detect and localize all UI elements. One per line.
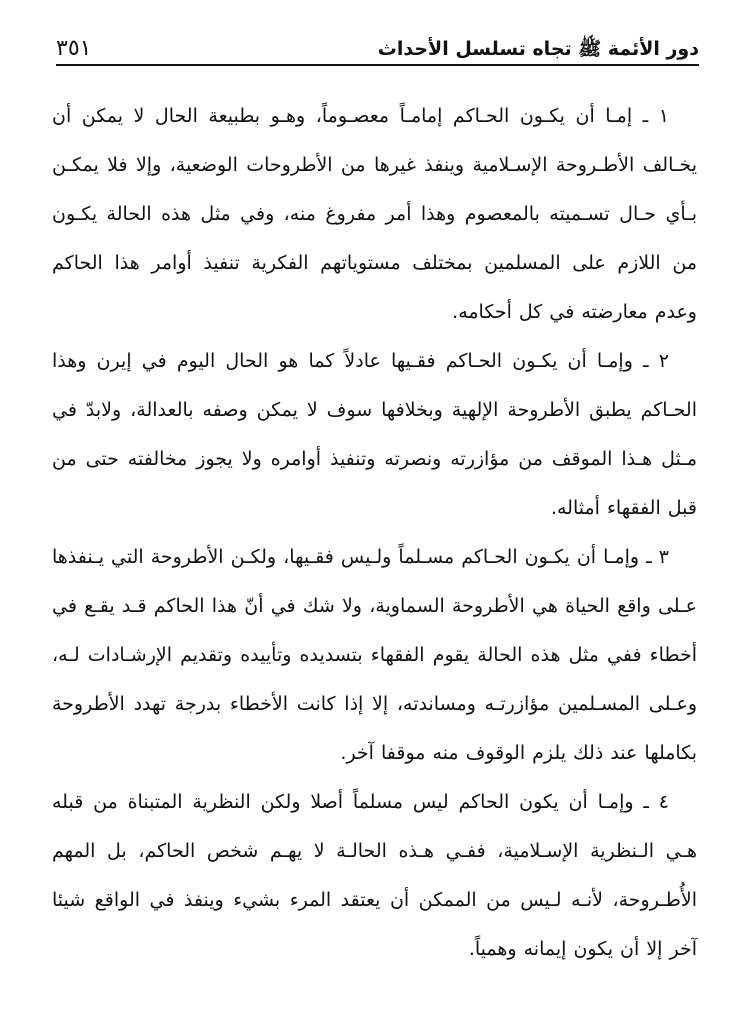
paragraph-3: ٣ ـ وإمـا أن يكـون الحـاكم مسـلماً ولـيس فقـيها، ولكـن الأطروحة التي يـنفذها عـلى واقع الحياة هي الأطروحة السماوية، ولا شك في أنّ هذا الحاكم قـد يقـع في أخطاء ففي مثل هذه الحالة يقوم الفقهاء بتسديده وتأييده وتقديم الإرشـادات لـه، وعـلى المسـلمين مؤازرتـه ومساندته، إلا إذا كانت الأخطاء بدرجة تهدد الأطروحة بكاملها عند ذلك يلزم الوقوف منه موقفا آخر.: [52, 546, 697, 764]
header-divider: [56, 64, 699, 66]
page-number: ٣٥١: [56, 36, 92, 61]
chapter-title: دور الأئمة ﷺ تجاه تسلسل الأحداث: [377, 38, 699, 60]
page-body: [52, 92, 697, 974]
paragraph-1: ١ ـ إمـا أن يكـون الحـاكم إمامـاً معصـوماً، وهـو بطبيعة الحال لا يمكن أن يخـالف الأطـروحة الإسـلامية وينفذ غيرها من الأطروحات الوضعية، وإلا فلا يمكـن بـأي حـال تسـميته بالمعصوم وهذا أمر مفروغ منه، وفي مثل هذه الحالة يكـون من اللازم على المسلمين بمختلف مستوياتهم الفكرية تنفيذ أوامر هذا الحاكم وعدم معارضته في كل أحكامه.: [52, 105, 697, 323]
paragraph-4: ٤ ـ وإمـا أن يكون الحاكم ليس مسلماً أصلا ولكن النظرية المتبناة من قبله هـي الـنظرية الإسـلامية، ففـي هـذه الحالـة لا يهـم شخص الحاكم، بل المهم الأُطـروحة، لأنـه لـيس من الممكن أن يعتقد المرء بشيء وينفذ في الواقع شيئا آخر إلا أن يكون إيمانه وهمياً.: [52, 791, 697, 960]
paragraph-2: ٢ ـ وإمـا أن يكـون الحـاكم فقـيها عادلاً كما هو الحال اليوم في إيرن وهذا الحـاكم يطبق الأطروحة الإلهية وبخلافها سوف لا يمكن وصفه بالعدالة، ولابدّ في مـثل هـذا الموقف من مؤازرته ونصرته وتنفيذ أوامره ولا يجوز مخالفته حتى من قبل الفقهاء أمثاله.: [52, 350, 697, 519]
running-header: [56, 28, 699, 62]
